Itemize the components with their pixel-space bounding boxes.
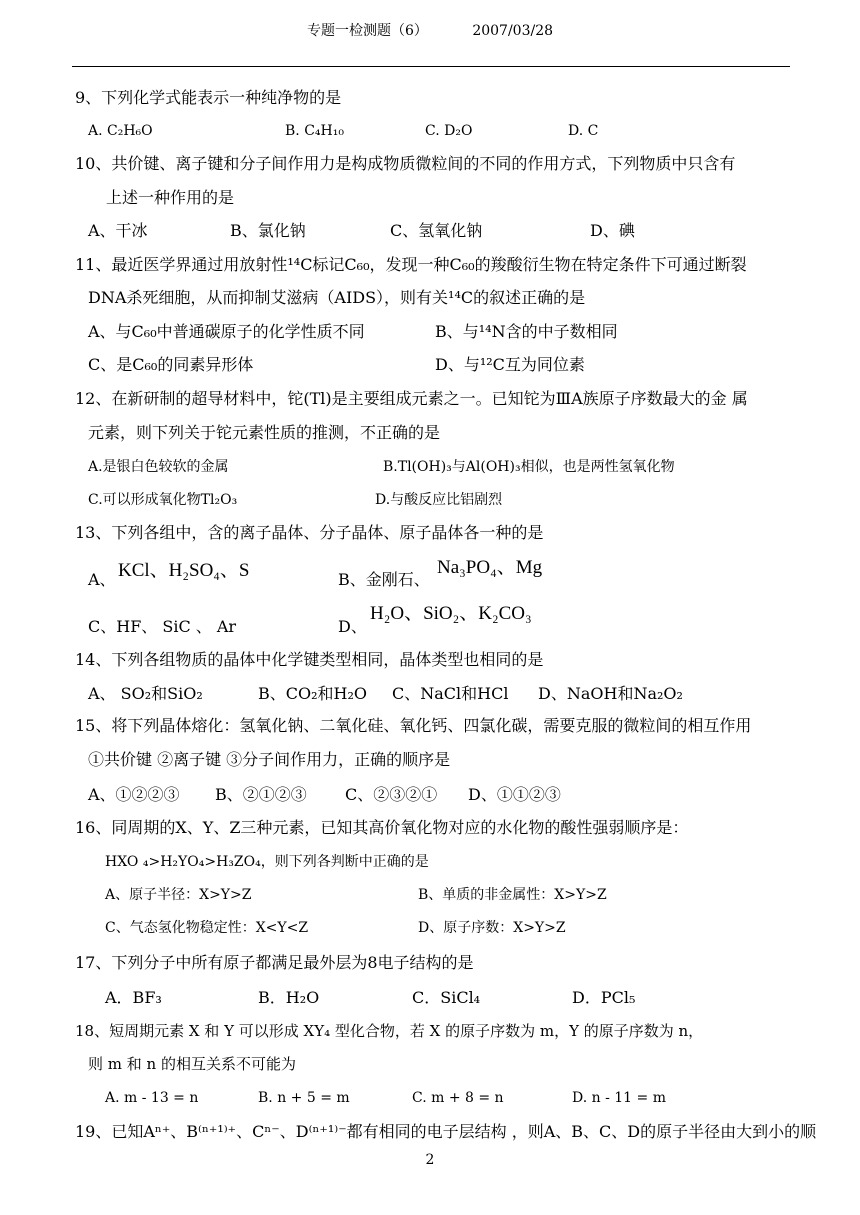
question-9-option-d: D. C <box>568 123 599 139</box>
question-12-stem-1: 12、在新研制的超导材料中，铊(Tl)是主要组成元素之一。已知铊为ⅢA族原子序数最大的金 属 <box>75 389 748 408</box>
question-10-stem-1: 10、共价键、离子键和分子间作用力是构成物质微粒间的不同的作用方式，下列物质中只含有 <box>75 154 736 173</box>
header-rule <box>72 66 790 67</box>
question-12-stem-2: 元素，则下列关于铊元素性质的推测，不正确的是 <box>88 423 441 442</box>
question-16-option-a: A、原子半径：X>Y>Z <box>105 887 252 903</box>
question-13-option-b-formula: Na₃PO₄、Mg <box>437 557 543 578</box>
question-11-option-d: D、与¹²C互为同位素 <box>435 355 585 374</box>
question-18-option-c: C. m + 8 = n <box>412 1090 504 1106</box>
question-13-option-d-formula: H₂O、SiO₂、K₂CO₃ <box>370 603 532 624</box>
question-17-option-b: B．H₂O <box>258 988 320 1007</box>
header-title: 专题一检测题（6） <box>306 23 428 39</box>
question-13-option-d-label: D、 <box>338 617 367 636</box>
question-12-option-b: B.Tl(OH)₃与Al(OH)₃相似，也是两性氢氧化物 <box>383 459 675 475</box>
page-number: 2 <box>425 1152 435 1168</box>
question-15-stem-2: ①共价键 ②离子键 ③分子间作用力，正确的顺序是 <box>88 750 451 769</box>
question-10-option-c: C、氢氧化钠 <box>390 221 483 240</box>
question-10-option-b: B、氯化钠 <box>230 221 306 240</box>
question-18-stem-1: 18、短周期元素 X 和 Y 可以形成 XY₄ 型化合物，若 X 的原子序数为 m，Y 的原子序数为 n， <box>75 1022 704 1040</box>
header-date: 2007/03/28 <box>472 23 554 39</box>
question-12-option-c: C.可以形成氧化物Tl₂O₃ <box>88 492 238 508</box>
question-12-option-a: A.是银白色较软的金属 <box>88 459 229 475</box>
question-12-option-d: D.与酸反应比铝剧烈 <box>375 492 503 508</box>
question-10-stem-2: 上述一种作用的是 <box>106 188 235 207</box>
question-18-option-a: A. m - 13 = n <box>105 1090 199 1106</box>
page-header <box>0 20 860 40</box>
question-14-option-a: A、 SO₂和SiO₂ <box>88 684 203 703</box>
question-13-option-b-label: B、金刚石、 <box>338 570 430 589</box>
question-16-stem-2: HXO ₄>H₂YO₄>H₃ZO₄，则下列各判断中正确的是 <box>105 854 429 870</box>
question-9-option-b: B. C₄H₁₀ <box>285 123 344 139</box>
question-10-option-a: A、干冰 <box>88 221 148 240</box>
question-15-stem-1: 15、将下列晶体熔化：氢氧化钠、二氧化硅、氧化钙、四氯化碳，需要克服的微粒间的相互作用 <box>75 716 752 735</box>
question-16-stem-1: 16、同周期的X、Y、Z三种元素，已知其高价氧化物对应的水化物的酸性强弱顺序是： <box>75 818 689 837</box>
question-11-option-b: B、与¹⁴N含的中子数相同 <box>435 322 618 341</box>
question-16-option-c: C、气态氢化物稳定性：X<Y<Z <box>105 920 309 936</box>
question-11-option-a: A、与C₆₀中普通碳原子的化学性质不同 <box>88 322 365 341</box>
question-14-stem: 14、下列各组物质的晶体中化学键类型相同，晶体类型也相同的是 <box>75 650 544 669</box>
question-11-option-c: C、是C₆₀的同素异形体 <box>88 355 254 374</box>
question-13-option-a-label: A、 <box>88 570 116 589</box>
question-13-option-a-formula: KCl、H₂SO₄、S <box>118 560 250 581</box>
question-15-option-c: C、②③②① <box>345 785 438 804</box>
question-18-option-b: B. n + 5 = m <box>258 1090 350 1106</box>
question-14-option-c: C、NaCl和HCl <box>392 684 509 703</box>
question-11-stem-2: DNA杀死细胞，从而抑制艾滋病（AIDS），则有关¹⁴C的叙述正确的是 <box>88 288 586 307</box>
question-13-option-c: C、HF、 SiC 、 Ar <box>88 617 237 636</box>
question-15-option-a: A、①②②③ <box>88 785 180 804</box>
question-17-option-d: D．PCl₅ <box>572 988 636 1007</box>
question-9-option-c: C. D₂O <box>425 123 473 139</box>
question-17-option-a: A．BF₃ <box>105 988 162 1007</box>
question-9-option-a: A. C₂H₆O <box>88 123 153 139</box>
question-10-option-d: D、碘 <box>590 221 635 240</box>
question-17-stem: 17、下列分子中所有原子都满足最外层为8电子结构的是 <box>75 953 474 972</box>
question-13-stem: 13、下列各组中，含的离子晶体、分子晶体、原子晶体各一种的是 <box>75 523 544 542</box>
question-18-option-d: D. n - 11 = m <box>572 1090 666 1106</box>
question-16-option-b: B、单质的非金属性：X>Y>Z <box>418 887 607 903</box>
question-15-option-d: D、①①②③ <box>468 785 561 804</box>
question-11-stem-1: 11、最近医学界通过用放射性¹⁴C标记C₆₀，发现一种C₆₀的羧酸衍生物在特定条件下可通过断裂 <box>75 255 747 274</box>
question-15-option-b: B、②①②③ <box>215 785 307 804</box>
question-18-stem-2: 则 m 和 n 的相互关系不可能为 <box>88 1055 296 1073</box>
question-16-option-d: D、原子序数：X>Y>Z <box>418 920 566 936</box>
question-9-stem: 9、下列化学式能表示一种纯净物的是 <box>75 88 342 107</box>
question-14-option-d: D、NaOH和Na₂O₂ <box>538 684 683 703</box>
question-14-option-b: B、CO₂和H₂O <box>258 684 368 703</box>
question-17-option-c: C．SiCl₄ <box>412 988 481 1007</box>
question-19-stem: 19、已知Aⁿ⁺、B⁽ⁿ⁺¹⁾⁺、Cⁿ⁻、D⁽ⁿ⁺¹⁾⁻都有相同的电子层结构 ，则A、B、C、D的原子半径由大到小的顺 <box>75 1122 817 1141</box>
